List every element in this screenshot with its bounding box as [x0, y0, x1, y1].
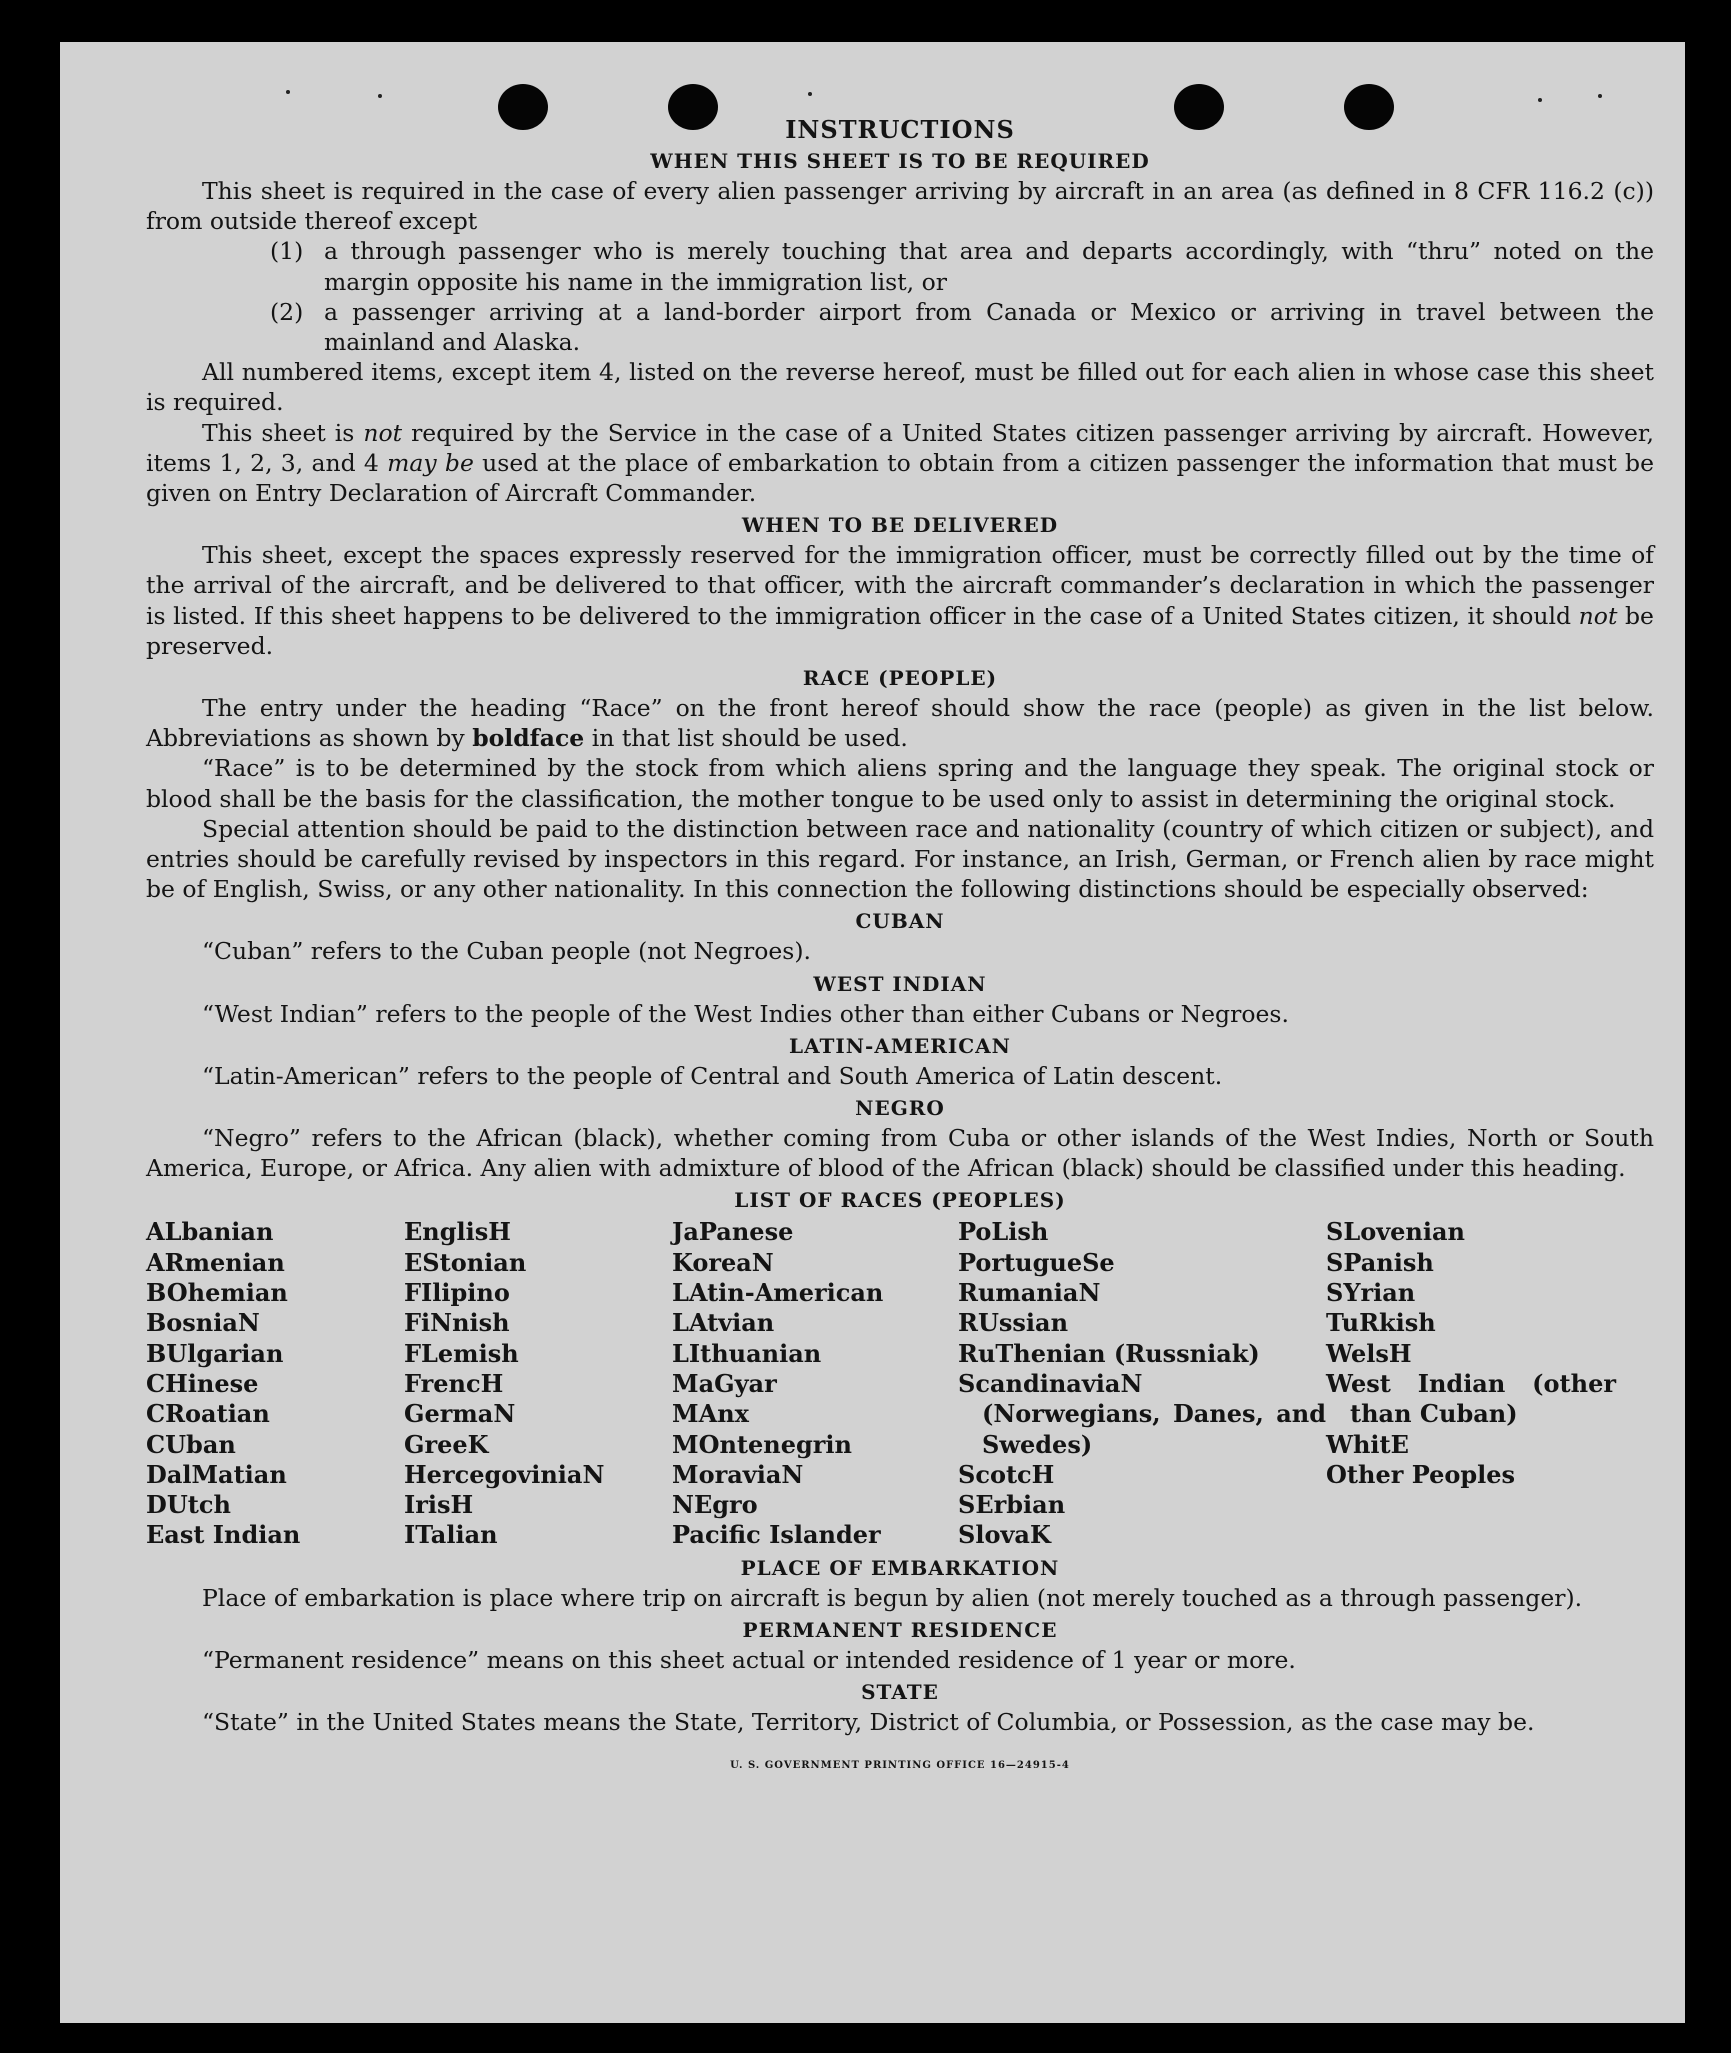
race-entry: CUban — [146, 1429, 236, 1459]
race-entry: PoLish — [958, 1217, 1049, 1247]
page-title: INSTRUCTIONS — [785, 115, 1015, 144]
paragraph: “Permanent residence” means on this sheet actual or intended residence of 1 year or more. — [202, 1645, 1296, 1674]
race-entry: BosniaN — [146, 1308, 260, 1338]
race-entry: SlovaK — [958, 1520, 1051, 1550]
race-entry: DalMatian — [146, 1459, 287, 1489]
race-entry: ARmenian — [146, 1247, 285, 1277]
document-sheet — [60, 42, 1685, 2023]
race-entry: LAtin-American — [672, 1278, 884, 1308]
race-entry: HercegoviniaN — [404, 1459, 605, 1489]
text: in that list should be used. — [591, 724, 908, 753]
race-entry: FLemish — [404, 1338, 519, 1368]
race-entry: Other Peoples — [1326, 1459, 1516, 1489]
race-entry: MAnx — [672, 1399, 749, 1429]
section-heading-delivered: WHEN TO BE DELIVERED — [741, 513, 1059, 538]
printing-office-footer: U. S. GOVERNMENT PRINTING OFFICE 16—24915-4 — [730, 1760, 1070, 1772]
race-entry: LAtvian — [672, 1308, 775, 1338]
text: The entry under the heading “Race” on the front hereof should show the race (people) as given in the list below. Abbreviations as shown by — [146, 694, 1654, 753]
race-entry: FiNnish — [404, 1308, 510, 1338]
speck — [378, 94, 382, 98]
paragraph — [146, 693, 1654, 753]
race-column — [672, 1217, 958, 1550]
section-heading-negro: NEGRO — [855, 1096, 945, 1121]
section-heading-race: RACE (PEOPLE) — [802, 666, 998, 691]
speck — [1538, 98, 1542, 102]
emphasis: not — [363, 418, 403, 447]
race-entry: ALbanian — [146, 1217, 274, 1247]
section-heading-latin-american: LATIN-AMERICAN — [789, 1033, 1011, 1058]
race-entry: MaGyar — [672, 1368, 777, 1398]
paragraph: Place of embarkation is place where trip on aircraft is begun by alien (not merely touched as a through passenger). — [202, 1583, 1583, 1612]
race-entry: IrisH — [404, 1490, 474, 1520]
race-entry: SPanish — [1326, 1247, 1434, 1277]
list-item — [270, 236, 1654, 296]
race-entry: WhitE — [1326, 1429, 1409, 1459]
paragraph: “State” in the United States means the State, Territory, District of Columbia, or Possession, as the case may be. — [202, 1708, 1535, 1737]
text: This sheet is — [202, 418, 355, 447]
race-entry: East Indian — [146, 1520, 301, 1550]
paragraph: “Race” is to be determined by the stock from which aliens spring and the language they speak. The original stock or blood shall be the basis for the classification, the mother tongue to be used only to assist in determining the original stock. — [146, 754, 1654, 813]
race-entry: WelsH — [1326, 1338, 1412, 1368]
emphasis: not — [1578, 601, 1618, 630]
emphasis: may be — [387, 448, 474, 477]
bold-text: boldface — [472, 724, 585, 753]
race-entry: GreeK — [404, 1429, 489, 1459]
paragraph: “Latin-American” refers to the people of Central and South America of Latin descent. — [202, 1061, 1223, 1090]
race-entry: Pacific Islander — [672, 1520, 881, 1550]
race-entry: RUssian — [958, 1308, 1069, 1338]
race-entry: SErbian — [958, 1490, 1066, 1520]
section-heading-cuban: CUBAN — [855, 909, 945, 934]
race-entry: MOntenegrin — [672, 1429, 852, 1459]
race-entry: JaPanese — [672, 1217, 794, 1247]
race-entry: FIlipino — [404, 1278, 510, 1308]
speck — [286, 90, 290, 94]
race-entry: ITalian — [404, 1520, 498, 1550]
item-text: a passenger arriving at a land-border airport from Canada or Mexico or arriving in travel between the mainland and Alaska. — [324, 297, 1654, 357]
section-heading-permanent-residence: PERMANENT RESIDENCE — [742, 1617, 1058, 1642]
race-entry: KoreaN — [672, 1247, 774, 1277]
race-entry: DUtch — [146, 1490, 231, 1520]
paragraph: Special attention should be paid to the distinction between race and nationality (country of which citizen or subject), and entries should be carefully revised by inspectors in this regard. For instance, an Irish, German, or French alien by race might be of English, Swiss, or any other nationality. In this connection the following distinctions should be especially observed: — [146, 814, 1654, 904]
race-entry: CHinese — [146, 1368, 259, 1398]
race-column — [1326, 1217, 1616, 1550]
race-list — [146, 1217, 1654, 1550]
text: This sheet, except the spaces expressly reserved for the immigration officer, must be correctly filled out by the time of the arrival of the aircraft, and be delivered to that officer, with the aircraft commander’s declaration in which the passenger is listed. If this sheet happens to be delivered to the immigration officer in the case of a United States citizen, it should — [146, 541, 1654, 630]
race-entry: MoraviaN — [672, 1459, 804, 1489]
paragraph: “West Indian” refers to the people of the West Indies other than either Cubans or Negroes. — [202, 999, 1289, 1028]
race-entry: SLovenian — [1326, 1217, 1465, 1247]
race-entry: SYrian — [1326, 1278, 1416, 1308]
race-entry: West Indian (other than Cuban) — [1326, 1368, 1616, 1429]
section-heading-list-of-races: LIST OF RACES (PEOPLES) — [734, 1188, 1066, 1213]
paragraph — [146, 418, 1654, 509]
paragraph — [146, 540, 1654, 661]
speck — [808, 92, 812, 96]
text: used at the place of embarkation to obtain from a citizen passenger the information that must be given on Entry Declaration of Aircraft Commander. — [146, 448, 1654, 508]
race-entry: EnglisH — [404, 1217, 511, 1247]
text: be preserved. — [146, 601, 1654, 660]
race-entry: LIthuanian — [672, 1338, 822, 1368]
race-entry: TuRkish — [1326, 1308, 1436, 1338]
paragraph: “Negro” refers to the African (black), whether coming from Cuba or other islands of the West Indies, North or South America, Europe, or Africa. Any alien with admixture of blood of the African (black) should be classified under this heading. — [146, 1124, 1654, 1183]
text: required by the Service in the case of a United States citizen passenger arriving by aircraft. However, items 1, 2, 3, and 4 — [146, 418, 1654, 477]
section-heading-west-indian: WEST INDIAN — [813, 971, 987, 996]
race-entry: ScotcH — [958, 1459, 1055, 1489]
race-entry: EStonian — [404, 1247, 527, 1277]
race-entry: BOhemian — [146, 1278, 288, 1308]
instructions-content — [146, 112, 1654, 1782]
paragraph: This sheet is required in the case of every alien passenger arriving by aircraft in an area (as defined in 8 CFR 116.2 (c)) from outside thereof except — [146, 177, 1654, 236]
race-entry: RumaniaN — [958, 1278, 1101, 1308]
race-column — [958, 1217, 1326, 1550]
item-text: a through passenger who is merely touching that area and departs accordingly, with “thru” noted on the margin opposite his name in the immigration list, or — [324, 237, 1654, 296]
race-entry: PortugueSe — [958, 1247, 1115, 1277]
section-heading-required: WHEN THIS SHEET IS TO BE REQUIRED — [650, 149, 1150, 173]
race-column — [146, 1217, 404, 1550]
race-entry: GermaN — [404, 1399, 516, 1429]
list-item — [270, 297, 1654, 357]
race-entry: FrencH — [404, 1368, 504, 1398]
item-number: (1) — [270, 237, 304, 266]
section-heading-state: STATE — [861, 1680, 939, 1705]
race-entry: ScandinaviaN (Norwegians, Danes, and Swedes) — [958, 1368, 1326, 1459]
race-entry: BUlgarian — [146, 1338, 284, 1368]
race-column — [404, 1217, 672, 1550]
race-entry: RuThenian (Russniak) — [958, 1338, 1260, 1368]
paragraph: All numbered items, except item 4, listed on the reverse hereof, must be filled out for each alien in whose case this sheet is required. — [146, 358, 1654, 417]
item-number: (2) — [270, 297, 304, 326]
speck — [1598, 94, 1602, 98]
race-entry: NEgro — [672, 1490, 758, 1520]
paragraph: “Cuban” refers to the Cuban people (not Negroes). — [202, 937, 812, 966]
section-heading-embarkation: PLACE OF EMBARKATION — [740, 1555, 1060, 1580]
race-entry: CRoatian — [146, 1399, 270, 1429]
